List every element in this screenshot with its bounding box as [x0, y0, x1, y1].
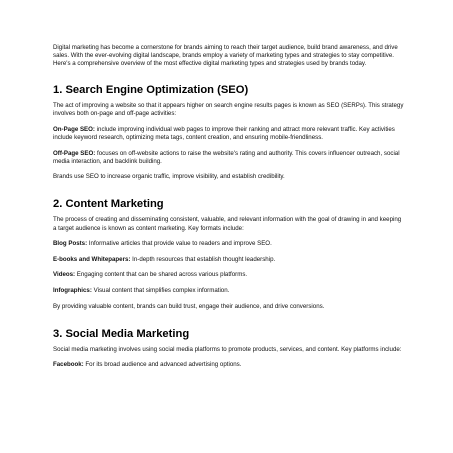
section-social-media	[53, 328, 405, 370]
intro-paragraph: Digital marketing has become a cornerstone for brands aiming to reach their target audience, build brand awareness, and drive sales. With the ever-evolving digital landscape, brands employ a variety of marketing types and strategies to stay competitive. Here's a comprehensive overview of the most effective digital marketing types and strategies used by brands today.	[53, 44, 398, 68]
item-label: Infographics:	[53, 286, 92, 294]
item-label: Blog Posts:	[53, 240, 88, 248]
item-text: Engaging content that can be shared across various platforms.	[75, 271, 248, 279]
item-text: include improving individual web pages to improve their ranking and attract more relevant traffic. Key activities include keyword research, optimizing meta tags, content creation, and ensuring mobile-friendliness.	[53, 125, 395, 142]
section-body: The act of improving a website so that it appears higher on search engine results pages is known as SEO (SERPs). This strategy involves both on-page and off-page activities:	[53, 102, 404, 118]
section-heading: 2. Content Marketing	[53, 198, 164, 211]
list-item	[53, 150, 405, 166]
list-item	[53, 126, 405, 142]
section-body: Social media marketing involves using social media platforms to promote products, services, and content. Key platforms include:	[53, 345, 402, 353]
item-label: Off-Page SEO:	[53, 149, 96, 157]
item-label: Videos:	[53, 271, 76, 279]
section-heading: 3. Social Media Marketing	[53, 327, 190, 340]
list-item	[53, 361, 405, 369]
item-text: focuses on off-website actions to raise the website's rating and authority. This covers influencer outreach, social media interaction, and backlink building.	[53, 149, 400, 165]
section-closing: By providing valuable content, brands can build trust, engage their audience, and drive conversions.	[53, 302, 325, 310]
item-text: In-depth resources that establish thought leadership.	[130, 255, 276, 263]
item-label: E-books and Whitepapers:	[53, 255, 131, 263]
section-body: The process of creating and disseminating consistent, valuable, and relevant information with the goal of drawing in and keeping a target audience is known as content marketing. Key formats include:	[53, 216, 402, 232]
list-item	[53, 287, 405, 295]
section-seo	[53, 84, 405, 181]
item-text: For its broad audience and advanced advertising options.	[83, 361, 242, 369]
section-heading: 1. Search Engine Optimization (SEO)	[53, 84, 249, 97]
item-label: On-Page SEO:	[53, 125, 95, 133]
list-item	[53, 240, 405, 248]
section-content-marketing	[53, 198, 405, 310]
article	[53, 44, 405, 377]
list-item	[53, 271, 405, 279]
list-item	[53, 256, 405, 264]
section-closing: Brands use SEO to increase organic traffic, improve visibility, and establish credibility.	[53, 173, 285, 181]
item-label: Facebook:	[53, 361, 84, 369]
item-text: Visual content that simplifies complex information.	[91, 286, 230, 294]
item-text: Informative articles that provide value to readers and improve SEO.	[87, 240, 272, 248]
